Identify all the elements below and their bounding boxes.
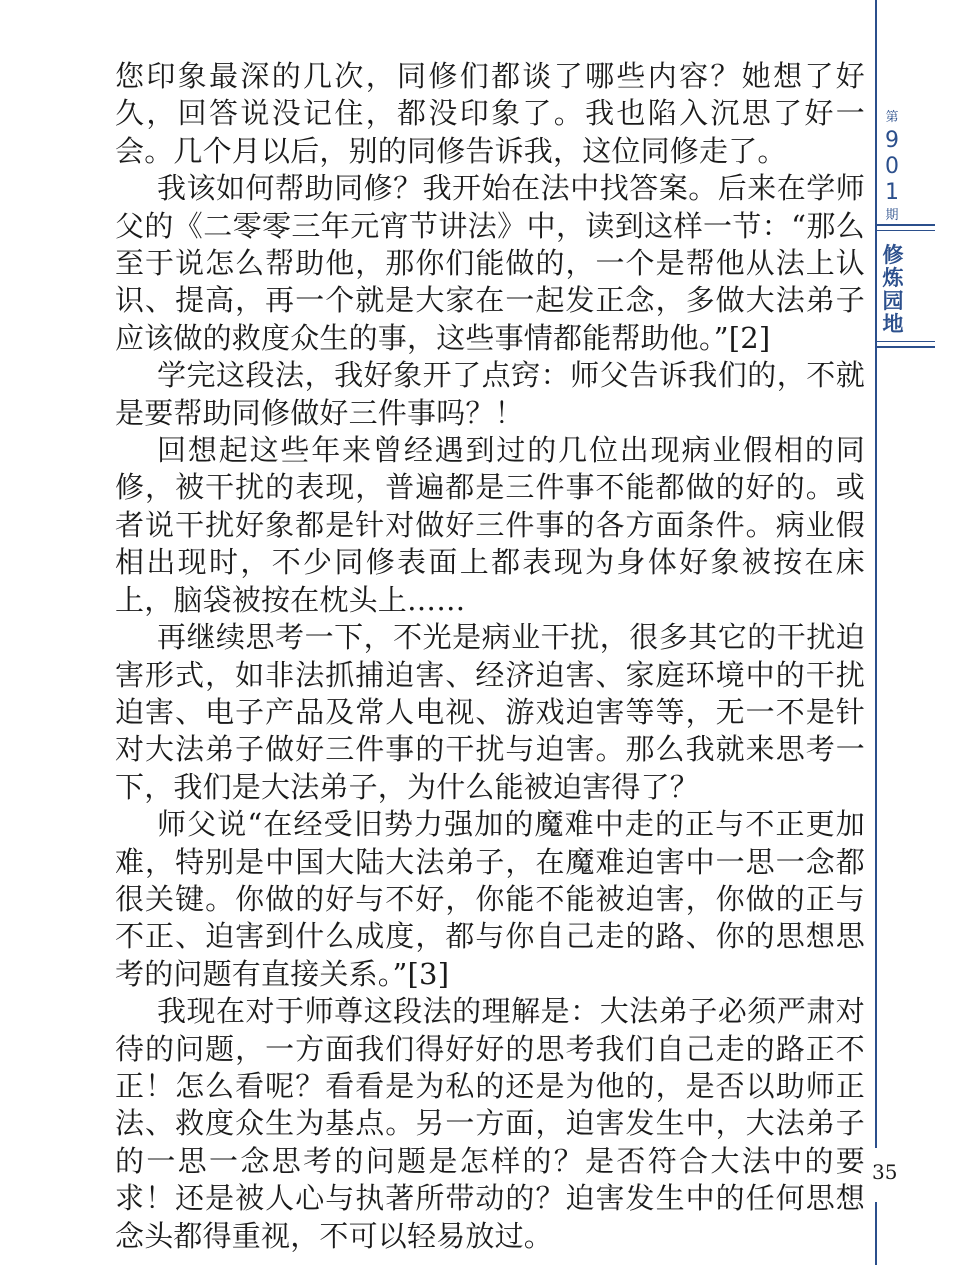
- issue-digit-2: 0: [885, 154, 899, 179]
- section-char-4: 地: [882, 312, 904, 336]
- paragraph-3: 学完这段法，我好象开了点窍：师父告诉我们的，不就是要帮助同修做好三件事吗？！: [115, 358, 865, 430]
- issue-suffix: 期: [885, 208, 899, 223]
- section-char-2: 炼: [882, 266, 904, 290]
- paragraph-5: 再继续思考一下，不光是病业干扰，很多其它的干扰迫害形式，如非法抓捕迫害、经济迫害、家庭环境中的干扰迫害、电子产品及常人电视、游戏迫害等等，无一不是针对大法弟子做好三件事的干扰与迫害。那么我就来思考一下，我们是大法弟子，为什么能被迫害得了？: [115, 620, 865, 804]
- section-char-3: 园: [882, 289, 904, 313]
- paragraph-4: 回想起这些年来曾经遇到过的几位出现病业假相的同修，被干扰的表现，普遍都是三件事不能都做的好的。或者说干扰好象都是针对做好三件事的各方面条件。病业假相出现时，不少同修表面上都表现为身体好象被按在床上，脑袋被按在枕头上……: [115, 433, 865, 617]
- issue-prefix: 第: [885, 110, 899, 125]
- section-char-1: 修: [882, 243, 904, 267]
- issue-digit-3: 1: [885, 180, 899, 205]
- paragraph-2: 我该如何帮助同修？我开始在法中找答案。后来在学师父的《二零零三年元宵节讲法》中，读到这样一节：“那么至于说怎么帮助他，那你们能做的，一个是帮他从法上认识、提高，再一个就是大家在一起发正念，多做大法弟子应该做的救度众生的事，这些事情都能帮助他。”[2]: [115, 171, 865, 355]
- section-box-inner-rule-top: [877, 230, 935, 231]
- section-box-inner-rule-bottom: [877, 341, 935, 342]
- page-number: 35: [872, 1160, 898, 1184]
- sidebar-rule-top: [875, 0, 877, 1148]
- paragraph-1: 您印象最深的几次，同修们都谈了哪些内容？她想了好久，回答说没记住，都没印象了。我也陷入沉思了好一会。几个月以后，别的同修告诉我，这位同修走了。: [115, 59, 865, 168]
- paragraph-7: 我现在对于师尊这段法的理解是：大法弟子必须严肃对待的问题，一方面我们得好好的思考我们自己走的路正不正！怎么看呢？看看是为私的还是为他的，是否以助师正法、救度众生为基点。另一方面，迫害发生中，大法弟子的一思一念思考的问题是怎样的？是否符合大法中的要求！还是被人心与执著所带动的？迫害发生中的任何思想念头都得重视，不可以轻易放过。: [115, 994, 865, 1253]
- issue-number: [880, 108, 904, 226]
- sidebar-rule-bottom: [875, 1202, 877, 1265]
- section-title: [880, 244, 906, 336]
- paragraph-6: 师父说“在经受旧势力强加的魔难中走的正与不正更加难，特别是中国大陆大法弟子，在魔难迫害中一思一念都很关键。你做的好与不好，你能不能被迫害，你做的正与不正、迫害到什么成度，都与你自己走的路、你的思想思考的问题有直接关系。”[3]: [115, 807, 865, 991]
- article-body: [115, 58, 865, 1255]
- issue-digit-1: 9: [885, 128, 899, 153]
